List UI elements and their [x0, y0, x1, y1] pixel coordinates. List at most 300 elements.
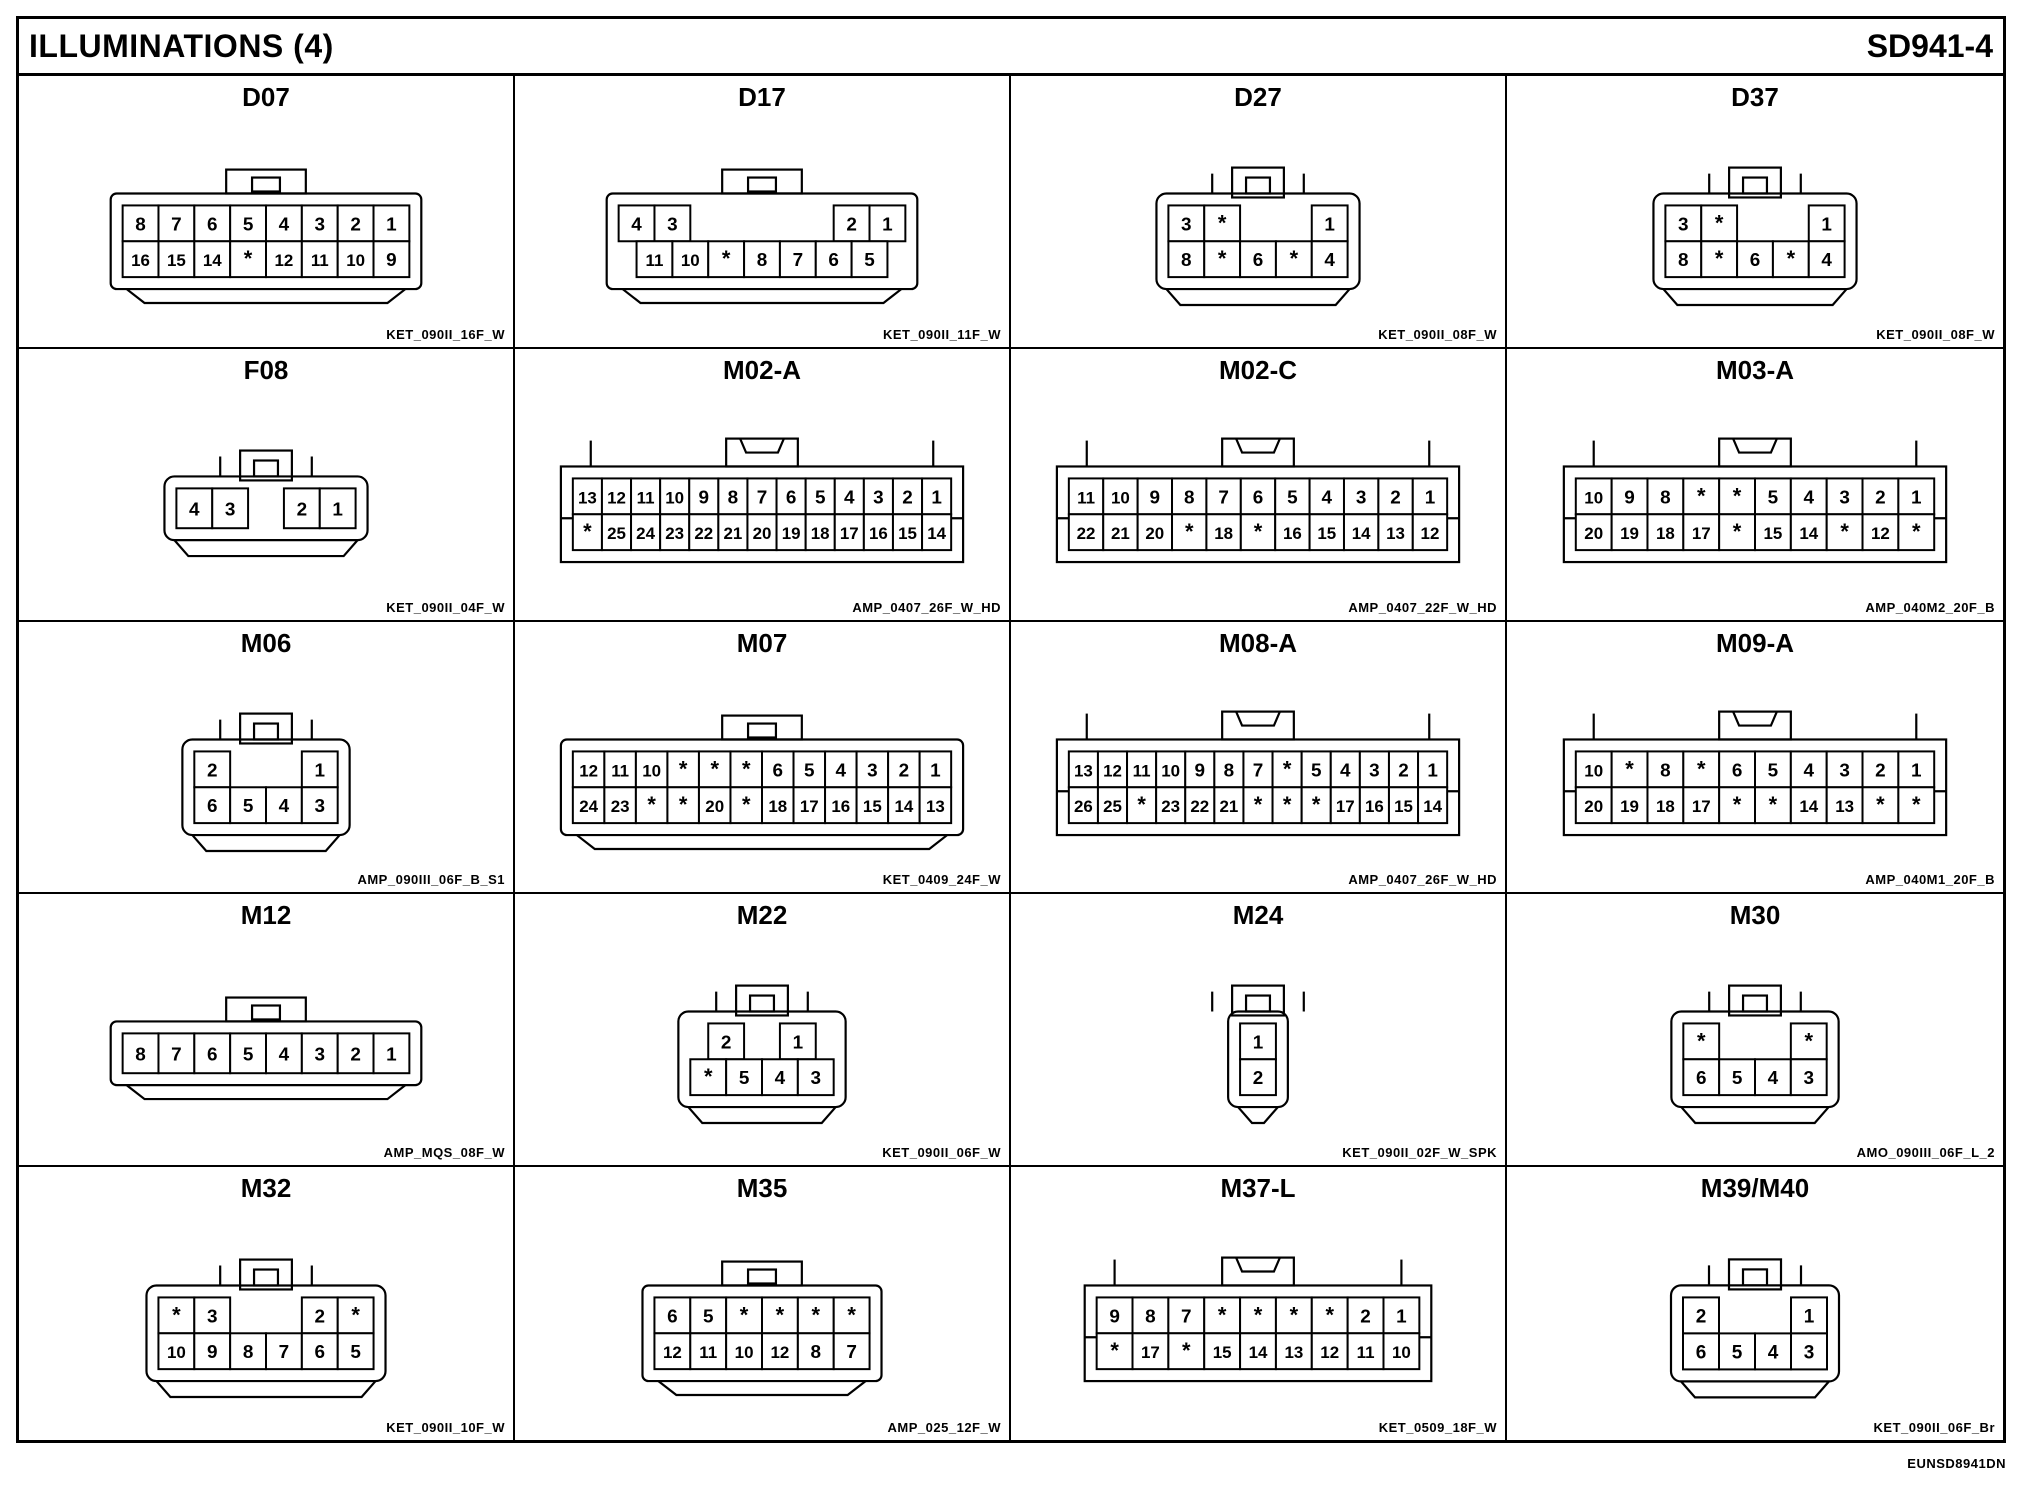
pin-label: 14: [202, 251, 222, 271]
pin-label: 9: [386, 250, 397, 272]
pin-label: 9: [1624, 487, 1635, 509]
pin-label: 5: [1767, 487, 1779, 509]
pin-label: *: [1625, 755, 1634, 781]
pin-label: 8: [1660, 487, 1671, 509]
pin-label: 15: [1763, 523, 1783, 543]
pin-label: 12: [607, 488, 626, 508]
pin-label: *: [1732, 518, 1742, 544]
pin-label: 14: [894, 796, 914, 816]
pin-label: 4: [1767, 1068, 1779, 1090]
pin-label: 6: [206, 795, 218, 817]
pin-label: 3: [314, 214, 326, 236]
pin-label: 2: [720, 1032, 732, 1054]
pin-label: *: [721, 246, 731, 272]
pin-label: *: [811, 1302, 821, 1328]
pin-label: 16: [1364, 796, 1384, 816]
pin-label: 5: [814, 487, 826, 509]
pin-label: 6: [1749, 250, 1761, 272]
pin-label: 5: [1731, 1068, 1743, 1090]
pin-label: 4: [631, 214, 642, 236]
connector-name: M09-A: [1715, 627, 1794, 658]
pin-label: *: [1732, 791, 1742, 817]
pin-label: *: [1217, 246, 1227, 272]
pin-label: 22: [694, 523, 714, 543]
connector-name: M03-A: [1715, 354, 1794, 385]
pin-label: *: [1714, 210, 1724, 236]
pin-label: 9: [206, 1342, 218, 1364]
connector-name: D17: [738, 82, 786, 112]
pin-label: *: [1182, 1338, 1191, 1364]
pin-label: 8: [1183, 487, 1195, 509]
pin-label: 13: [1073, 760, 1093, 780]
pin-label: 10: [642, 760, 662, 780]
pin-label: 23: [610, 796, 630, 816]
pin-label: 6: [1252, 487, 1264, 509]
pin-label: 14: [1423, 796, 1443, 816]
connector-drawing: [19, 894, 513, 1165]
pin-label: 1: [1821, 214, 1832, 236]
pin-label: 3: [1355, 487, 1367, 509]
connector-part-number: AMP_040M1_20F_B: [1865, 872, 1995, 888]
connector-part-number: KET_090II_06F_W: [882, 1145, 1001, 1161]
pin-label: 7: [171, 214, 182, 236]
pin-label: 1: [1911, 487, 1922, 509]
pin-label: 7: [846, 1342, 857, 1364]
pin-label: *: [775, 1302, 785, 1328]
pin-label: 5: [242, 214, 254, 236]
pin-label: 19: [1620, 796, 1639, 816]
pin-label: 1: [1427, 759, 1438, 781]
pin-label: 2: [1390, 487, 1401, 509]
connector-drawing: [1507, 894, 2003, 1165]
pin-label: 4: [278, 1044, 290, 1066]
connector-cell: [515, 622, 1011, 895]
pin-label: 1: [930, 759, 941, 781]
pin-label: *: [739, 1302, 749, 1328]
pin-label: 4: [189, 499, 200, 521]
connector-name: M12: [240, 900, 292, 931]
connector-part-number: KET_090II_08F_W: [1876, 326, 1995, 342]
pin-label: 1: [882, 214, 893, 236]
header-bar: [19, 19, 2003, 76]
pin-label: 11: [699, 1343, 718, 1363]
pin-label: *: [1282, 755, 1292, 781]
pin-label: 5: [804, 759, 815, 781]
connector-drawing: [19, 349, 513, 620]
pin-label: 11: [1356, 1343, 1375, 1363]
pin-label: 4: [1321, 487, 1333, 509]
connector-cell: [515, 349, 1011, 622]
pin-label: 8: [135, 1044, 146, 1066]
pin-label: *: [351, 1302, 360, 1328]
pin-label: 19: [1620, 523, 1639, 543]
pin-label: 14: [1351, 523, 1371, 543]
connector-cell: [1011, 1167, 1507, 1440]
pin-label: 20: [1584, 796, 1604, 816]
pin-label: *: [1289, 1302, 1299, 1328]
pin-label: *: [1289, 246, 1299, 272]
pin-label: 6: [1695, 1342, 1707, 1364]
pin-label: 7: [171, 1044, 182, 1066]
pin-label: *: [1253, 1302, 1263, 1328]
pin-label: *: [1311, 791, 1321, 817]
pin-label: 18: [768, 796, 788, 816]
pin-label: 2: [296, 499, 308, 521]
connector-part-number: KET_090II_16F_W: [386, 326, 505, 342]
pin-label: 9: [1194, 759, 1206, 781]
connector-drawing: [1507, 76, 2003, 347]
connector-part-number: KET_090II_04F_W: [386, 599, 505, 615]
connector-drawing: [515, 76, 1009, 347]
connector-cell: [19, 349, 515, 622]
pin-label: 4: [835, 759, 847, 781]
pin-label: 1: [931, 487, 942, 509]
pin-label: *: [710, 755, 719, 781]
pin-label: 11: [1132, 760, 1151, 780]
connector-drawing: [19, 1167, 513, 1440]
pin-label: *: [1912, 791, 1921, 817]
pin-label: 18: [810, 523, 830, 543]
connector-drawing: [19, 622, 513, 893]
pin-label: 7: [756, 487, 768, 509]
connector-part-number: KET_0409_24F_W: [882, 872, 1001, 888]
pin-label: *: [1282, 791, 1292, 817]
pin-label: 3: [810, 1068, 822, 1090]
pin-label: 6: [206, 214, 218, 236]
pin-label: 20: [1584, 523, 1604, 543]
pin-label: 8: [727, 487, 739, 509]
pin-label: 7: [278, 1342, 290, 1364]
pin-label: 11: [636, 488, 655, 508]
pin-label: *: [1253, 791, 1263, 817]
pin-label: 13: [1284, 1343, 1304, 1363]
pin-label: *: [243, 246, 253, 272]
pin-label: 4: [1340, 759, 1351, 781]
connector-cell: [515, 76, 1011, 349]
connector-drawing: [515, 1167, 1009, 1440]
pin-label: 6: [206, 1044, 218, 1066]
pin-label: *: [741, 791, 751, 817]
pin-label: *: [1696, 755, 1706, 781]
pin-label: 8: [1678, 250, 1689, 272]
pin-label: 5: [864, 250, 875, 272]
pin-label: 2: [350, 1044, 361, 1066]
pin-label: 1: [1252, 1032, 1264, 1054]
pin-label: 7: [1218, 487, 1229, 509]
pin-label: 8: [1660, 759, 1671, 781]
pin-label: 1: [1803, 1306, 1815, 1328]
pin-label: 26: [1073, 796, 1093, 816]
connector-name: F08: [243, 354, 289, 385]
pin-label: 6: [1252, 250, 1264, 272]
pin-label: 12: [1320, 1343, 1340, 1363]
pin-label: 18: [1214, 523, 1234, 543]
connector-cell: [1507, 349, 2003, 622]
pin-label: 9: [1109, 1306, 1120, 1328]
connector-drawing: [1011, 76, 1505, 347]
pin-label: 20: [1145, 523, 1165, 543]
pin-label: 4: [1803, 759, 1815, 781]
pin-label: 14: [1799, 523, 1819, 543]
pin-label: 20: [752, 523, 772, 543]
pin-label: *: [647, 791, 656, 817]
connector-cell: [1507, 76, 2003, 349]
connector-grid: [19, 76, 2003, 1440]
pin-label: 16: [831, 796, 851, 816]
pin-label: 1: [332, 499, 343, 521]
connector-cell: [1011, 894, 1507, 1167]
pin-label: 6: [828, 250, 839, 272]
pin-label: 4: [1767, 1342, 1779, 1364]
pin-label: *: [1804, 1028, 1814, 1054]
pin-label: 3: [1678, 214, 1689, 236]
pin-label: 3: [1839, 759, 1850, 781]
pin-label: *: [703, 1064, 713, 1090]
pin-label: 22: [1190, 796, 1210, 816]
pin-label: 10: [734, 1343, 754, 1363]
connector-drawing: [1011, 622, 1505, 893]
pin-label: *: [1768, 791, 1778, 817]
pin-label: 17: [839, 523, 859, 543]
pin-label: 15: [1317, 523, 1337, 543]
pin-label: 10: [1584, 488, 1604, 508]
connector-drawing: [1011, 894, 1505, 1165]
connector-cell: [19, 76, 515, 349]
pin-label: 3: [1839, 487, 1850, 509]
connector-name: M06: [240, 627, 292, 658]
pin-label: 23: [665, 523, 685, 543]
connector-part-number: KET_090II_10F_W: [386, 1419, 505, 1435]
pin-label: 5: [1731, 1342, 1743, 1364]
pin-label: 16: [131, 251, 150, 271]
connector-cell: [19, 1167, 515, 1440]
pin-label: *: [1714, 246, 1724, 272]
pin-label: 4: [1821, 250, 1832, 272]
pin-label: 10: [1584, 760, 1604, 780]
connector-name: M39/M40: [1700, 1173, 1810, 1204]
pin-label: 11: [611, 760, 630, 780]
pin-label: 10: [166, 1343, 186, 1363]
pin-label: 8: [1223, 759, 1235, 781]
connector-name: M02-A: [722, 354, 801, 385]
connector-name: M24: [1232, 900, 1284, 931]
pin-label: 14: [927, 523, 947, 543]
connector-part-number: AMP_025_12F_W: [887, 1419, 1001, 1435]
connector-part-number: AMP_0407_22F_W_HD: [1348, 599, 1497, 615]
pin-label: 3: [206, 1306, 218, 1328]
pin-label: 4: [278, 795, 290, 817]
pin-label: *: [1325, 1302, 1334, 1328]
pin-label: *: [1184, 518, 1194, 544]
pin-label: 13: [925, 796, 945, 816]
connector-part-number: KET_090II_02F_W_SPK: [1342, 1145, 1497, 1161]
pin-label: *: [1253, 518, 1263, 544]
pin-label: 3: [1181, 214, 1192, 236]
pin-label: 10: [346, 251, 366, 271]
pin-label: 17: [1691, 796, 1711, 816]
connector-name: D07: [242, 82, 290, 112]
pin-label: 1: [1911, 759, 1922, 781]
pin-label: 20: [705, 796, 725, 816]
pin-label: 15: [862, 796, 882, 816]
pin-label: 14: [1799, 796, 1819, 816]
pin-label: *: [1876, 791, 1885, 817]
pin-label: *: [847, 1302, 856, 1328]
pin-label: 25: [607, 523, 626, 543]
pin-label: *: [1840, 518, 1849, 544]
connector-drawing: [1011, 349, 1505, 620]
pin-label: 6: [1731, 759, 1743, 781]
pin-label: 2: [1360, 1306, 1371, 1328]
pin-label: 6: [314, 1342, 326, 1364]
page-title: ILLUMINATIONS (4): [29, 28, 334, 64]
pin-label: 23: [1161, 796, 1181, 816]
pin-label: 5: [1287, 487, 1298, 509]
pin-label: 1: [1424, 487, 1436, 509]
pin-label: 4: [1803, 487, 1815, 509]
connector-part-number: AMP_090III_06F_B_S1: [357, 872, 505, 888]
connector-drawing: [1507, 349, 2003, 620]
pin-label: 2: [1252, 1068, 1264, 1090]
pin-label: 5: [1310, 759, 1322, 781]
pin-label: 21: [723, 523, 743, 543]
pin-label: 2: [902, 487, 913, 509]
connector-drawing: [1507, 622, 2003, 893]
pin-label: 21: [1111, 523, 1130, 543]
pin-label: 7: [792, 250, 804, 272]
connector-name: M35: [736, 1173, 788, 1204]
pin-label: 17: [799, 796, 819, 816]
pin-label: 22: [1076, 523, 1096, 543]
pin-label: 4: [278, 214, 290, 236]
pin-label: 24: [636, 523, 656, 543]
pin-label: 8: [1181, 250, 1192, 272]
pin-label: 5: [350, 1342, 361, 1364]
pin-label: 3: [1803, 1342, 1815, 1364]
pin-label: 17: [1141, 1343, 1160, 1363]
pin-label: 5: [242, 1044, 254, 1066]
pin-label: 2: [350, 214, 361, 236]
pin-label: 10: [665, 488, 685, 508]
pin-label: *: [678, 755, 688, 781]
pin-label: 10: [1161, 760, 1181, 780]
pin-label: 3: [314, 1044, 326, 1066]
pin-label: 6: [785, 487, 797, 509]
pin-label: 2: [1875, 487, 1886, 509]
connector-name: M37-L: [1220, 1173, 1296, 1204]
pin-label: 12: [1871, 523, 1890, 543]
pin-label: 9: [698, 487, 710, 509]
pin-label: 12: [770, 1343, 790, 1363]
connector-cell: [515, 1167, 1011, 1440]
pin-label: 4: [1324, 250, 1335, 272]
pin-label: 2: [206, 759, 218, 781]
pin-label: *: [172, 1302, 181, 1328]
pin-label: 10: [1111, 488, 1130, 508]
pin-label: 1: [386, 1044, 397, 1066]
connector-part-number: AMO_090III_06F_L_2: [1856, 1145, 1995, 1161]
connector-name: M22: [736, 900, 788, 931]
pin-label: 1: [1324, 214, 1335, 236]
pin-label: *: [678, 791, 688, 817]
pin-label: *: [583, 518, 592, 544]
connector-part-number: AMP_MQS_08F_W: [383, 1145, 505, 1161]
pin-label: 16: [868, 523, 888, 543]
connector-name: M32: [240, 1173, 292, 1204]
connector-drawing: [515, 349, 1009, 620]
connector-part-number: KET_090II_11F_W: [882, 326, 1001, 342]
pin-label: 3: [873, 487, 884, 509]
pin-label: 14: [1248, 1343, 1268, 1363]
connector-cell: [1011, 622, 1507, 895]
pin-label: 8: [135, 214, 146, 236]
pin-label: 3: [224, 499, 236, 521]
pin-label: 1: [792, 1032, 804, 1054]
pin-label: *: [1217, 1302, 1227, 1328]
pin-label: 11: [645, 251, 664, 271]
connector-name: M08-A: [1218, 627, 1297, 658]
pin-label: 18: [1655, 523, 1675, 543]
pin-label: 2: [1695, 1306, 1707, 1328]
pin-label: *: [741, 755, 751, 781]
connector-part-number: AMP_0407_26F_W_HD: [852, 599, 1001, 615]
pin-label: 15: [1212, 1343, 1232, 1363]
pin-label: 10: [680, 251, 700, 271]
pin-label: 7: [1181, 1306, 1192, 1328]
connector-cell: [1507, 622, 2003, 895]
pin-label: 4: [844, 487, 855, 509]
connector-name: M02-C: [1218, 354, 1297, 385]
connector-part-number: AMP_040M2_20F_B: [1865, 599, 1995, 615]
connector-cell: [19, 622, 515, 895]
pin-label: 13: [1835, 796, 1855, 816]
pin-label: *: [1732, 483, 1742, 509]
pin-label: 15: [1394, 796, 1413, 816]
pin-label: 4: [774, 1068, 786, 1090]
pin-label: 15: [898, 523, 917, 543]
connector-name: D37: [1731, 82, 1779, 112]
pin-label: 1: [314, 759, 326, 781]
pin-label: 5: [738, 1068, 750, 1090]
pin-label: 21: [1219, 796, 1239, 816]
pin-label: 1: [386, 214, 397, 236]
pin-label: 15: [166, 251, 186, 271]
pin-label: 3: [1369, 759, 1380, 781]
connector-drawing: [1011, 1167, 1505, 1440]
pin-label: 6: [772, 759, 784, 781]
pin-label: 25: [1103, 796, 1122, 816]
pin-label: 5: [702, 1306, 714, 1328]
pin-label: 2: [1398, 759, 1409, 781]
pin-label: 19: [781, 523, 801, 543]
pin-label: 12: [662, 1343, 682, 1363]
pin-label: *: [1696, 1028, 1706, 1054]
pin-label: 3: [314, 795, 326, 817]
pin-label: 5: [1767, 759, 1779, 781]
connector-drawing: [1507, 1167, 2003, 1440]
pin-label: 18: [1655, 796, 1675, 816]
pin-label: *: [1110, 1338, 1119, 1364]
connector-name: M07: [736, 627, 788, 658]
pin-label: 17: [1691, 523, 1711, 543]
pin-label: 24: [579, 796, 599, 816]
pin-label: 12: [579, 760, 599, 780]
connector-cell: [1507, 894, 2003, 1167]
pin-label: 13: [577, 488, 597, 508]
pin-label: 8: [242, 1342, 254, 1364]
pin-label: 3: [1803, 1068, 1815, 1090]
pin-label: 12: [1103, 760, 1122, 780]
